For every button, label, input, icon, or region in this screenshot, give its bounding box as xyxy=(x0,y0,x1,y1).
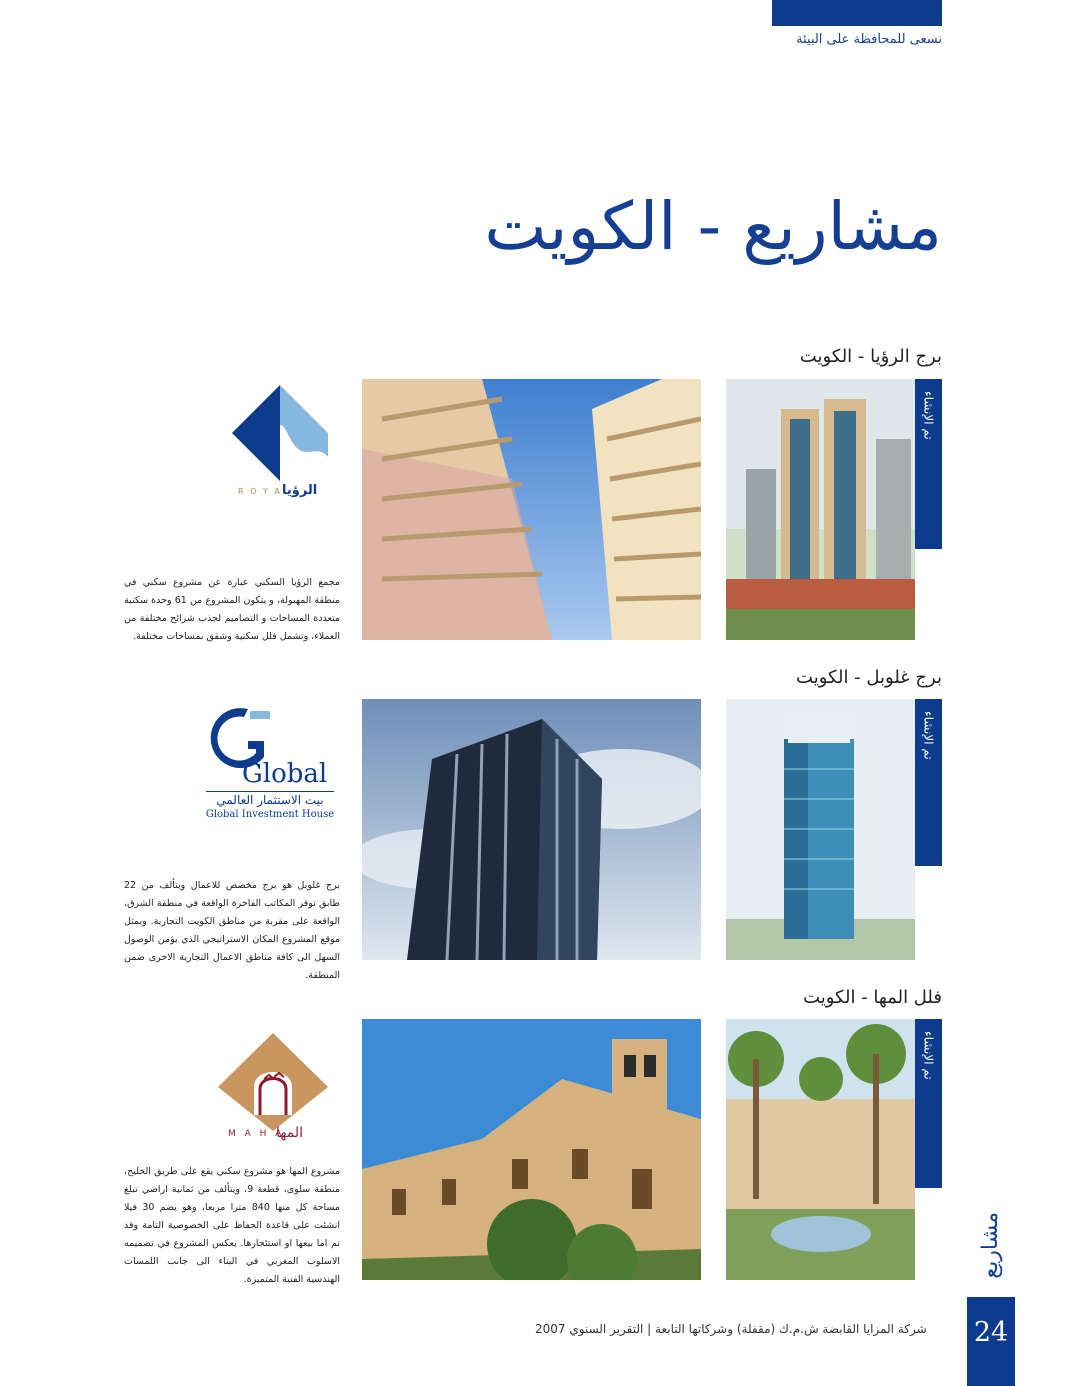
rouya-logo xyxy=(228,385,332,505)
rouya-logo-latin: R O Y A xyxy=(238,487,282,496)
global-logo xyxy=(204,705,336,825)
maha-photo-render xyxy=(726,1019,915,1280)
section-side-label-text: مشاريع xyxy=(977,1211,1003,1279)
project-description-global: برج غلوبل هو برج مخصص للاعمال ويتألف من 22 طابق توفر المكاتب الفاخرة الواقعة في منطقة الشرق، الواقعة على مقربة من مناطق الكويت التجارية. ويمثل موقع المشروع المكان الاستراتيجي الذي يؤمن الوصول السهل الى كافة مناطق الاعمال التجارية الاخرى ضمن المنطقة. xyxy=(124,880,340,981)
global-logo-name: Global xyxy=(242,759,328,789)
section-side-label xyxy=(975,1205,1005,1285)
project-title-rouya: برج الرؤيا - الكويت xyxy=(799,346,942,367)
page-title: مشاريع - الكويت xyxy=(484,188,942,265)
status-label: تم الإنشاء xyxy=(921,711,936,760)
project-description-maha: مشروع المها هو مشروع سكني يقع على طريق الخليج، منطقة سلوى، قطعة 9، ويتألف من ثمانية اراضي تبلغ مساحة كل منها 840 مترا مربعا، وهو يضم 30 فيلا انشئت على قاعدة الحفاظ على الخصوصية التامة وقد تم اما بيعها او استئجارها. يعكس المشروع في تصميمه الاسلوب المغربي في البناء الى جانب اللمسات الهندسية الفنية المتميزة. xyxy=(124,1166,341,1285)
header-accent-bar xyxy=(772,0,942,26)
project-title-maha: فلل المها - الكويت xyxy=(803,987,942,1008)
footer-report-title: شركة المزايا القابضة ش.م.ك (مقفلة) وشركاتها التابعة | التقرير السنوي 2007 xyxy=(535,1322,927,1336)
global-logo-arabic: بيت الاستثمار العالمي xyxy=(216,793,324,807)
rouya-logo-arabic: الرؤيا xyxy=(282,483,318,498)
global-logo-english: Global Investment House xyxy=(205,809,335,820)
page-number-text: 24 xyxy=(973,1317,1009,1348)
global-photo-render xyxy=(726,699,915,960)
status-tab-rouya xyxy=(915,379,942,549)
maha-logo-latin: M A H A xyxy=(228,1129,285,1139)
maha-logo xyxy=(216,1031,331,1151)
status-label: تم الإنشاء xyxy=(921,1031,936,1080)
project-title-global: برج غلوبل - الكويت xyxy=(796,667,942,688)
rouya-photo-render xyxy=(726,379,915,640)
header-tagline: نسعى للمحافظة على البيئة xyxy=(796,32,942,47)
status-tab-global xyxy=(915,699,942,866)
project-description-rouya: مجمع الرؤيا السكني عبارة عن مشروع سكني في منطقة المهبولة، و يتكون المشروع من 61 وحدة سكنية متعددة المساحات و التصاميم لجذب شرائح مختلفة من العملاء، وتشمل فلل سكنية وشقق بمساحات مختلفة. xyxy=(124,577,340,642)
global-photo-tower xyxy=(362,699,701,960)
maha-logo-arabic: المها xyxy=(276,1125,303,1141)
page-number xyxy=(967,1297,1015,1386)
status-label: تم الإنشاء xyxy=(921,391,936,440)
maha-photo-villas xyxy=(362,1019,701,1280)
rouya-photo-towers xyxy=(362,379,701,640)
global-logo-divider xyxy=(206,791,334,792)
status-tab-maha xyxy=(915,1019,942,1188)
